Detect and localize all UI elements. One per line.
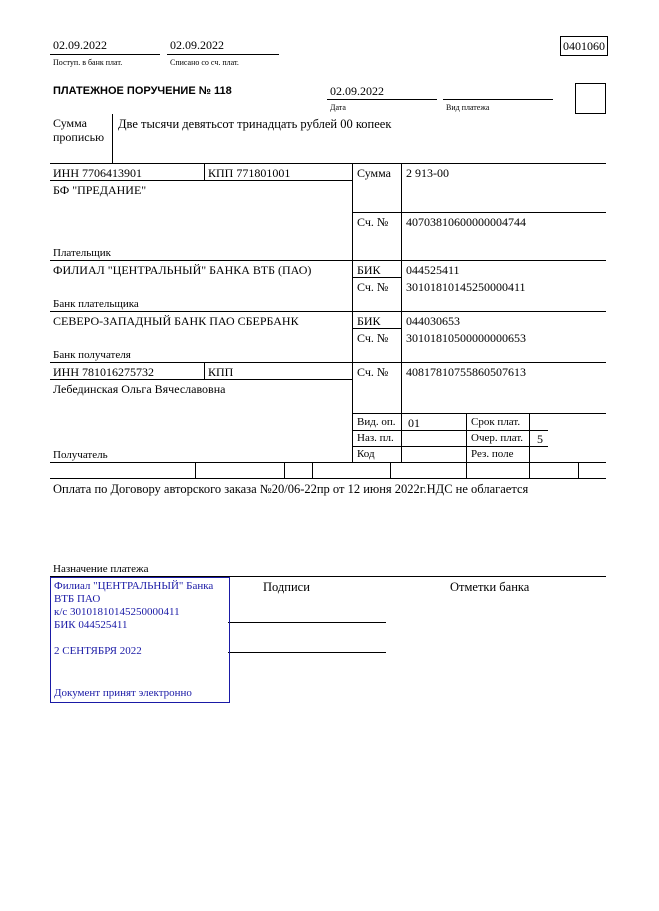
grid-line (352, 163, 353, 463)
vid-op-value: 01 (408, 416, 420, 430)
document-date: 02.09.2022 (330, 84, 384, 98)
payer-account: 40703810600000004744 (406, 215, 526, 229)
rez-label: Рез. поле (471, 448, 514, 460)
received-date-line (50, 54, 160, 55)
payee-account-label: Сч. № (357, 365, 389, 379)
date-label: Дата (330, 103, 346, 112)
debited-date: 02.09.2022 (170, 38, 224, 52)
payer-kpp: КПП 771801001 (208, 166, 291, 180)
payment-type-label: Вид платежа (446, 103, 490, 112)
purpose-label: Назначение платежа (53, 563, 149, 575)
payer-bank-bik-label: БИК (357, 263, 381, 277)
amount-label: Сумма (357, 166, 391, 180)
payee-bank-bik: 044030653 (406, 314, 460, 328)
payment-type-box (575, 83, 606, 114)
payee-bank-account-label: Сч. № (357, 331, 389, 345)
payee-bank-label: Банк получателя (53, 349, 131, 361)
payee-bank-account: 30101810500000000653 (406, 331, 526, 345)
grid-line (401, 163, 402, 463)
payer-bank-bik: 044525411 (406, 263, 460, 277)
kod-label: Код (357, 448, 375, 460)
payee-bank-name: СЕВЕРО-ЗАПАДНЫЙ БАНК ПАО СБЕРБАНК (53, 314, 299, 328)
payer-inn: ИНН 7706413901 (53, 166, 142, 180)
grid-line (195, 462, 196, 478)
bank-stamp (50, 577, 230, 703)
amount-words-divider (112, 114, 113, 163)
payer-bank-name: ФИЛИАЛ "ЦЕНТРАЛЬНЫЙ" БАНКА ВТБ (ПАО) (53, 263, 312, 277)
grid-line (466, 462, 467, 478)
grid-line (529, 462, 530, 478)
grid-line (312, 462, 313, 478)
grid-line (466, 413, 467, 463)
debited-date-line (167, 54, 279, 55)
grid-line (50, 163, 606, 164)
payment-purpose: Оплата по Договору авторского заказа №20/06-22пр от 12 июня 2022г.НДС не облагается (53, 482, 529, 496)
vid-op-label: Вид. оп. (357, 416, 396, 428)
amount-words-label-1: Сумма (53, 116, 87, 130)
grid-line (352, 212, 606, 213)
ocher-value: 5 (537, 432, 543, 446)
stamp-corr-account: к/с 30101810145250000411 (54, 606, 180, 618)
srok-label: Срок плат. (471, 416, 521, 428)
grid-line (578, 462, 579, 478)
grid-line (204, 163, 205, 180)
grid-line (529, 413, 530, 463)
naz-pl-label: Наз. пл. (357, 432, 394, 444)
grid-line (390, 462, 391, 478)
date-line (327, 99, 437, 100)
payer-account-label: Сч. № (357, 215, 389, 229)
payee-account: 40817810755860507613 (406, 365, 526, 379)
payer-bank-account: 30101810145250000411 (406, 280, 526, 294)
grid-line (50, 462, 606, 463)
payer-name: БФ "ПРЕДАНИЕ" (53, 183, 147, 197)
stamp-date: 2 СЕНТЯБРЯ 2022 (54, 645, 142, 657)
ocher-label: Очер. плат. (471, 432, 524, 444)
payee-name: Лебединская Ольга Вячеславовна (53, 382, 226, 396)
grid-line (352, 446, 548, 447)
amount-words: Две тысячи девятьсот тринадцать рублей 00 копеек (118, 117, 392, 131)
bank-marks-label: Отметки банка (450, 580, 530, 594)
payee-label: Получатель (53, 449, 108, 461)
payer-label: Плательщик (53, 247, 111, 259)
payer-bank-label: Банк плательщика (53, 298, 139, 310)
payee-inn: ИНН 781016275732 (53, 365, 154, 379)
signatures-label: Подписи (263, 580, 310, 594)
grid-line (50, 362, 606, 363)
payment-type-line (443, 99, 553, 100)
stamp-bik: БИК 044525411 (54, 619, 128, 631)
grid-line (50, 260, 606, 261)
document-title: ПЛАТЕЖНОЕ ПОРУЧЕНИЕ № 118 (53, 85, 232, 97)
signature-line-2 (228, 652, 386, 653)
grid-line (352, 430, 548, 431)
debited-date-label: Списано со сч. плат. (170, 58, 239, 67)
form-code-box: 0401060 (560, 36, 608, 56)
received-date-label: Поступ. в банк плат. (53, 58, 123, 67)
grid-line (204, 362, 205, 379)
signature-line-1 (228, 622, 386, 623)
grid-line (284, 462, 285, 478)
payee-kpp: КПП (208, 365, 234, 379)
grid-line (50, 311, 606, 312)
amount-value: 2 913-00 (406, 166, 449, 180)
grid-line (50, 478, 606, 479)
received-date: 02.09.2022 (53, 38, 107, 52)
stamp-bank-name-2: ВТБ ПАО (54, 593, 101, 605)
payer-bank-account-label: Сч. № (357, 280, 389, 294)
amount-words-label-2: прописью (53, 130, 105, 144)
grid-line (352, 413, 606, 414)
stamp-note: Документ принят электронно (54, 687, 192, 699)
stamp-bank-name: Филиал "ЦЕНТРАЛЬНЫЙ" Банка (54, 580, 214, 592)
payee-bank-bik-label: БИК (357, 314, 381, 328)
